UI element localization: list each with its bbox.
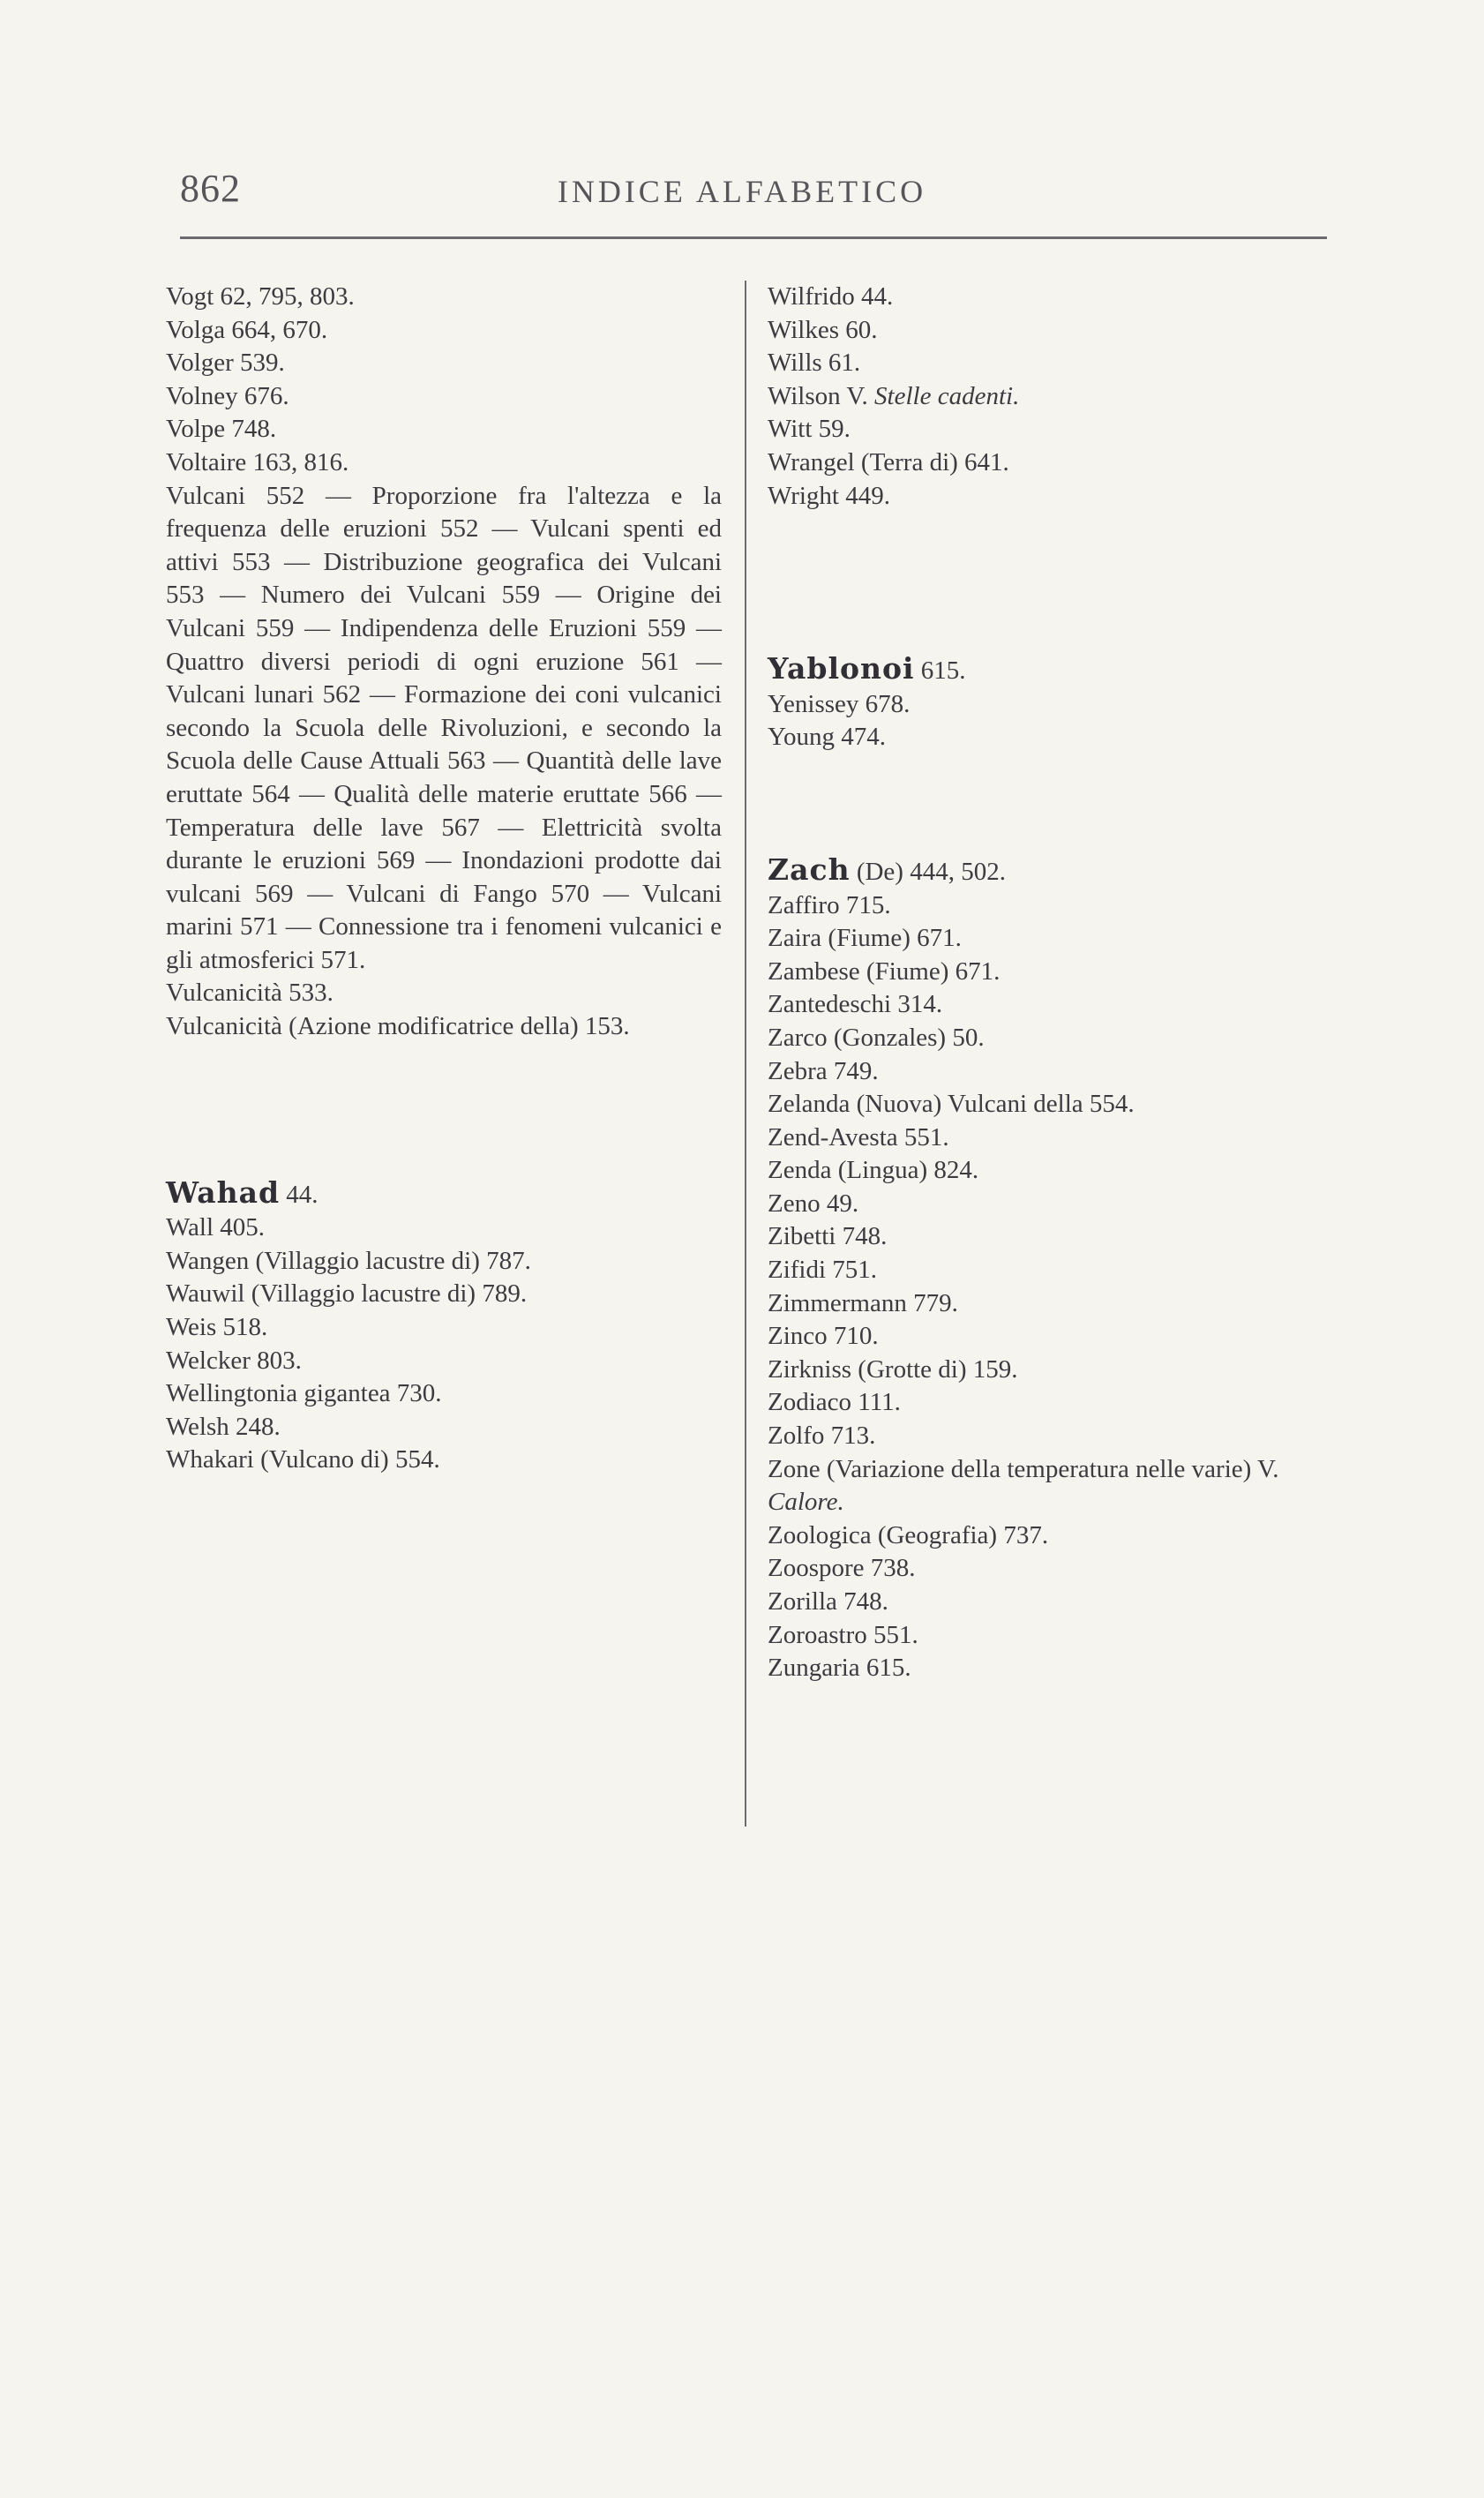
index-entry: Volga 664, 670. xyxy=(166,315,328,344)
index-entry: Zirkniss (Grotte di) 159. xyxy=(768,1354,1018,1384)
index-entry: Volpe 748. xyxy=(166,415,277,444)
index-entry: Zoroastro 551. xyxy=(768,1620,918,1649)
right-column xyxy=(768,281,1350,1685)
head-word-ref: (De) 444, 502. xyxy=(850,857,1006,886)
index-entry: Zantedeschi 314. xyxy=(768,990,943,1019)
index-entry: Zambese (Fiume) 671. xyxy=(768,956,1001,986)
header-rule xyxy=(180,236,1327,239)
section-head-w xyxy=(166,1176,722,1212)
page-title: INDICE ALFABETICO xyxy=(557,174,927,209)
index-entry: Wellingtonia gigantea 730. xyxy=(166,1379,442,1408)
section-head-z xyxy=(768,853,1350,889)
index-entry: Welsh 248. xyxy=(166,1412,281,1441)
index-entry: Zebra 749. xyxy=(768,1056,879,1085)
index-entry: Vulcanicità 533. xyxy=(166,979,334,1008)
index-entry: Vogt 62, 795, 803. xyxy=(166,282,355,311)
left-column xyxy=(166,281,722,1477)
index-entry: Wauwil (Villaggio lacustre di) 789. xyxy=(166,1279,528,1309)
column-divider xyxy=(745,281,746,1827)
index-entry: Voltaire 163, 816. xyxy=(166,447,349,476)
section-gap xyxy=(166,1044,722,1176)
index-entry: Zaffiro 715. xyxy=(768,890,891,919)
index-entry: Welcker 803. xyxy=(166,1346,302,1375)
index-entry: Zoologica (Geografia) 737. xyxy=(768,1520,1049,1549)
index-entry: Zoospore 738. xyxy=(768,1554,916,1583)
index-entry: Zorilla 748. xyxy=(768,1587,888,1616)
index-entry: Zelanda (Nuova) Vulcani della 554. xyxy=(768,1090,1135,1119)
index-entry: Volger 539. xyxy=(166,349,285,378)
head-word-ref: 615. xyxy=(914,656,966,686)
index-entry: Zifidi 751. xyxy=(768,1256,878,1285)
index-entry: Zibetti 748. xyxy=(768,1222,888,1251)
index-entry: Zarco (Gonzales) 50. xyxy=(768,1023,985,1052)
head-word: Yablonoi xyxy=(768,651,915,686)
index-entry: Zend-Avesta 551. xyxy=(768,1122,949,1151)
head-word: Zach xyxy=(768,851,851,887)
index-entry: Weis 518. xyxy=(166,1313,268,1342)
cross-reference: Stelle cadenti. xyxy=(874,381,1020,410)
index-entry: Wrangel (Terra di) 641. xyxy=(768,447,1009,476)
index-entry: Wills 61. xyxy=(768,349,861,378)
index-entry: Wangen (Villaggio lacustre di) 787. xyxy=(166,1246,531,1275)
section-gap xyxy=(768,513,1350,652)
index-entry: Zaira (Fiume) 671. xyxy=(768,924,962,953)
section-head-y xyxy=(768,652,1350,688)
index-entry: Zolfo 713. xyxy=(768,1422,876,1451)
head-word: Wahad xyxy=(166,1174,281,1210)
index-entry: Volney 676. xyxy=(166,381,289,410)
index-entry: Zungaria 615. xyxy=(768,1654,911,1683)
index-entry: Zimmermann 779. xyxy=(768,1288,958,1317)
index-entry: Wright 449. xyxy=(768,481,890,510)
page-number: 862 xyxy=(180,167,241,210)
section-gap xyxy=(768,754,1350,853)
index-entry: Witt 59. xyxy=(768,415,851,444)
index-entry: Young 474. xyxy=(768,723,887,752)
entry-text: Wilson V. xyxy=(768,381,875,410)
index-entry: Wilkes 60. xyxy=(768,315,878,344)
index-entry: Whakari (Vulcano di) 554. xyxy=(166,1445,440,1474)
index-entry: Zenda (Lingua) 824. xyxy=(768,1156,979,1185)
entry-text: Zone (Variazione della temperatura nelle varie) V. xyxy=(768,1454,1279,1483)
index-entry: Wall 405. xyxy=(166,1213,266,1242)
head-word-ref: 44. xyxy=(280,1180,319,1209)
index-entry: Zodiaco 111. xyxy=(768,1388,901,1417)
index-entry: Zinco 710. xyxy=(768,1322,879,1351)
index-entry: Wilfrido 44. xyxy=(768,282,894,311)
index-entry-vulcani: Vulcani 552 — Proporzione fra l'altezza e la frequenza delle eruzioni 552 — Vulcani spenti ed attivi 553 — Distribuzione geografica dei Vulcani 553 — Numero dei Vulcani 559 — Origine dei Vulcani 559 — Indipendenza delle Eruzioni 559 — Quattro diversi periodi di ogni eruzione 561 — Vulcani lunari 562 — Formazione dei coni vulcanici secondo la Scuola delle Rivoluzioni, e secondo la Scuola delle Cause Attuali 563 — Quantità delle lave eruttate 564 — Qualità delle materie eruttate 566 — Temperatura delle lave 567 — Elettricità svolta durante le eruzioni 569 — Inondazioni prodotte dai vulcani 569 — Vulcani di Fango 570 — Vulcani marini 571 — Connessione tra i fenomeni vulcanici e gli atmosferici 571. xyxy=(166,481,722,974)
index-entry: Vulcanicità (Azione modificatrice della) 153. xyxy=(166,1012,630,1041)
index-entry-wilson xyxy=(768,380,1350,414)
index-entry-zone xyxy=(768,1453,1350,1519)
index-entry: Yenissey 678. xyxy=(768,689,911,718)
cross-reference: Calore. xyxy=(768,1488,844,1517)
index-entry: Zeno 49. xyxy=(768,1189,859,1218)
